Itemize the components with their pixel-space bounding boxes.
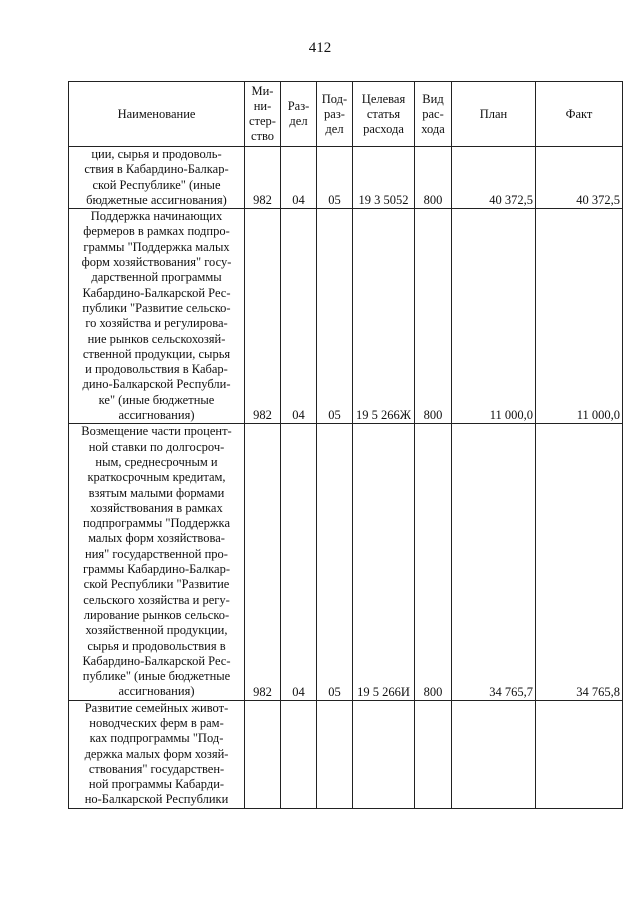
row-section: 04 (281, 209, 317, 424)
row-expense-type: 800 (415, 147, 452, 209)
row-plan: 40 372,5 (452, 147, 536, 209)
row-name: Возмещение части процент- ной ставки по долгосроч- ным, среднесрочным и краткосрочным кредитам, взятым малыми формами хозяйствования в рамках подпрограммы "Поддержка малых форм хозяйствова- ния" государственной про- граммы Кабардино-Балкар- ской Республики "Развитие сельского хозяйства и регу- лирование рынков сельско- хозяйственной продукции, сырья и продовольствия в Кабардино-Балкарской Рес- публике" (иные бюджетные ассигнования) (69, 424, 245, 700)
row-ministry: 982 (245, 424, 281, 700)
budget-table (68, 81, 623, 809)
row-plan: 34 765,7 (452, 424, 536, 700)
header-expense-type: Вид рас- хода (415, 82, 452, 147)
table-row (69, 209, 623, 424)
header-fact: Факт (536, 82, 623, 147)
row-name: ции, сырья и продоволь- ствия в Кабардино-Балкар- ской Республике" (иные бюджетные ассигнования) (69, 147, 245, 209)
header-target: Целевая статья расхода (353, 82, 415, 147)
header-subsection: Под- раз- дел (317, 82, 353, 147)
row-name: Развитие семейных живот- новодческих ферм в рам- ках подпрограммы "Под- держка малых форм хозяй- ствования" государствен- ной программы Кабарди- но-Балкарской Республики (69, 700, 245, 808)
row-fact: 40 372,5 (536, 147, 623, 209)
header-section: Раз- дел (281, 82, 317, 147)
row-ministry: 982 (245, 209, 281, 424)
page-number: 412 (308, 40, 332, 56)
row-target: 19 5 266Ж (353, 209, 415, 424)
row-ministry (245, 700, 281, 808)
header-name: Наименование (69, 82, 245, 147)
header-plan: План (452, 82, 536, 147)
table-row (69, 147, 623, 209)
row-section: 04 (281, 147, 317, 209)
row-subsection: 05 (317, 147, 353, 209)
row-plan (452, 700, 536, 808)
row-subsection (317, 700, 353, 808)
table-row (69, 424, 623, 700)
row-plan: 11 000,0 (452, 209, 536, 424)
row-target: 19 3 5052 (353, 147, 415, 209)
table-row (69, 700, 623, 808)
row-subsection: 05 (317, 424, 353, 700)
row-expense-type: 800 (415, 209, 452, 424)
header-row (69, 82, 623, 147)
row-section (281, 700, 317, 808)
row-ministry: 982 (245, 147, 281, 209)
header-ministry: Ми- ни- стер- ство (245, 82, 281, 147)
row-fact: 34 765,8 (536, 424, 623, 700)
row-expense-type: 800 (415, 424, 452, 700)
row-section: 04 (281, 424, 317, 700)
row-target: 19 5 266И (353, 424, 415, 700)
row-fact (536, 700, 623, 808)
row-name: Поддержка начинающих фермеров в рамках подпро- граммы "Поддержка малых форм хозяйствования" госу- дарственной программы Кабардино-Балкарской Рес- публики "Развитие сельско- го хозяйства и регулирова- ние рынков сельскохозяй- ственной продукции, сырья и продовольствия в Кабар- дино-Балкарской Республи- ке" (иные бюджетные ассигнования) (69, 209, 245, 424)
row-expense-type (415, 700, 452, 808)
row-subsection: 05 (317, 209, 353, 424)
row-target (353, 700, 415, 808)
row-fact: 11 000,0 (536, 209, 623, 424)
